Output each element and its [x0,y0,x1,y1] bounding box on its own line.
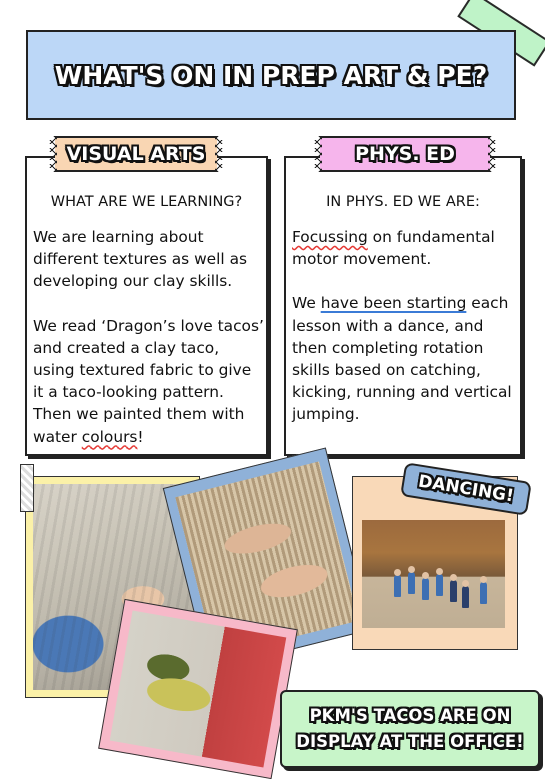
phys-ed-subheading: IN PHYS. ED WE ARE: [326,194,480,210]
office-notice-line-2: DISPLAY AT THE OFFICE! [296,732,524,751]
phys-ed-tag [320,136,490,172]
office-notice-line-1: PKM'S TACOS ARE ON [309,706,511,725]
dancing-label: DANCING! [416,471,516,507]
visual-arts-body [33,226,265,470]
phys-ed-paragraph-1-rest: on fundamental motor movement. [292,228,495,269]
visual-arts-tag-label: VISUAL ARTS [66,143,206,165]
visual-arts-paragraph-2 [33,315,265,448]
visual-arts-tag [55,136,217,172]
clay-taco-photo [110,610,287,767]
office-notice [280,690,540,768]
dancing-class-photo [362,520,505,628]
phys-ed-paragraph-1 [292,226,518,270]
phys-ed-paragraph-2 [292,292,518,425]
phys-ed-tag-label: PHYS. ED [355,143,455,165]
title-banner [26,30,516,120]
visual-arts-subheading: WHAT ARE WE LEARNING? [50,194,243,210]
phys-ed-paragraph-2-start: We [292,294,321,313]
phys-ed-paragraph-2-rest: each lesson with a dance, and then completing rotation skills based on catching, kicking, running and vertical jumping. [292,294,512,424]
phys-ed-paragraph-2-underlined: have been starting [320,294,467,313]
phys-ed-paragraph-1-underlined: Focussing [292,228,368,246]
visual-arts-paragraph-1: We are learning about different textures as well as developing our clay skills. [33,228,248,291]
visual-arts-paragraph-2-start: We read ‘Dragon’s love tacos’ and created a clay taco, using textured fabric to give it a taco-looking pattern. Then we painted them with water [33,316,264,446]
page-title: WHAT'S ON IN PREP ART & PE? [54,60,488,90]
visual-arts-paragraph-2-end: ! [137,427,144,446]
visual-arts-paragraph-2-underlined: colours [81,427,138,446]
phys-ed-body [292,226,518,448]
striped-tape-decoration [20,464,34,512]
